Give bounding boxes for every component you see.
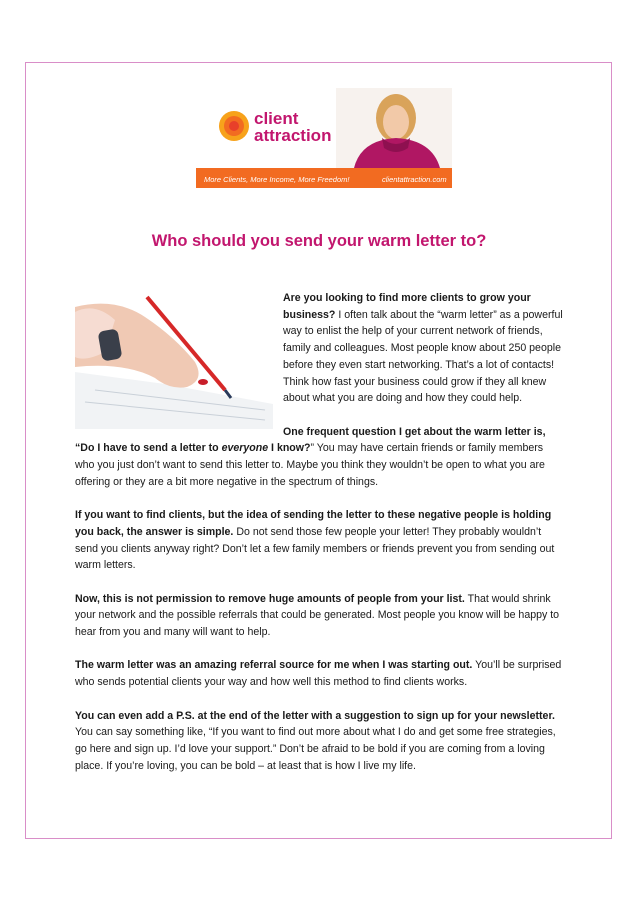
logo-text-line1: client bbox=[254, 109, 299, 128]
paragraph-6-text: You can say something like, “If you want to find out more about what I do and get some free strategies, go here and sign up. I’d love your support.” Don’t be afraid to be bold if you are coming from a loving place. If you’re loving, you can be bold – at least that is how I live my life. bbox=[75, 726, 556, 772]
paragraph-6 bbox=[75, 708, 563, 775]
paragraph-1-lead: Are you looking to find more clients to grow your business? bbox=[283, 292, 531, 321]
paragraph-5 bbox=[75, 657, 563, 690]
paragraph-6-lead: You can even add a P.S. at the end of the letter with a suggestion to sign up for your newsletter. bbox=[75, 709, 555, 722]
paragraph-4-text: That would shrink your network and the possible referrals that could be generated. Most people you know will be happy to hear from you and many will want to help. bbox=[75, 592, 560, 639]
website: clientattraction.com bbox=[382, 175, 447, 184]
presenter-photo bbox=[336, 88, 452, 168]
paragraph-2-emphasis: everyone bbox=[221, 442, 269, 455]
logo-icon bbox=[219, 111, 249, 141]
logo-text-line2: attraction bbox=[254, 126, 332, 145]
paragraph-1-text: I often talk about the “warm letter” as a powerful way to enlist the help of your current network of friends, family and colleagues. Most people know about 250 people before they even start networking. That’s a lot of contacts! Think how fast your business could grow if they all knew about what you are doing and how they could help. bbox=[283, 308, 563, 405]
paragraph-3 bbox=[75, 507, 563, 574]
paragraph-2-lead-a: One frequent question I get about the warm letter is, “Do I have to send a letter to bbox=[75, 425, 546, 455]
paragraph-5-lead: The warm letter was an amazing referral source for me when I was starting out. bbox=[75, 659, 473, 672]
client-attraction-banner bbox=[196, 88, 452, 188]
paragraph-2-text: ” You may have certain friends or family members who you just don’t want to send this letter to. Maybe you think they wouldn’t be open to what you are offering or they are a bit more negative in the spectrum of things. bbox=[75, 442, 545, 488]
article-title: Who should you send your warm letter to? bbox=[151, 232, 487, 250]
article-body bbox=[75, 290, 563, 791]
tagline: More Clients, More Income, More Freedom! bbox=[204, 175, 350, 184]
paragraph-2 bbox=[75, 424, 563, 491]
paragraph-3-text: Do not send those few people your letter! They probably wouldn’t send you clients anyway right? Don’t let a few family members or friends prevent you from sending out warm letters. bbox=[75, 525, 555, 572]
paragraph-5-text: You’ll be surprised who sends potential clients your way and how well this method to find clients works. bbox=[75, 659, 562, 689]
paragraph-4-lead: Now, this is not permission to remove huge amounts of people from your list. bbox=[75, 592, 465, 605]
paragraph-2-lead-b: I know? bbox=[268, 442, 311, 455]
paragraph-4 bbox=[75, 591, 563, 641]
paragraph-3-lead: If you want to find clients, but the idea of sending the letter to these negative people is holding you back, the answer is simple. bbox=[75, 509, 552, 538]
writing-hand-photo bbox=[75, 292, 273, 429]
